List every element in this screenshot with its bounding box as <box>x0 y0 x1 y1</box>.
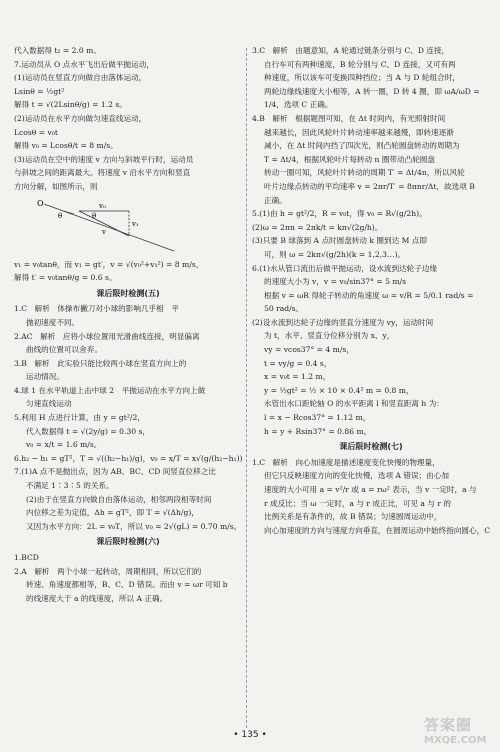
text-line: 不满足 1∶3∶5 的关系。 <box>26 481 114 491</box>
text-line: (3)运动员在空中的速度 v 方向与斜坡平行时，运动员 <box>14 154 194 164</box>
text-line: 6.(1)水从管口流出后做平抛运动，设水流到达轮子边缘 <box>252 263 438 273</box>
text-line: 代入数据得 t = √(2y/g) = 0.30 s， <box>26 426 150 436</box>
section-heading: 课后限时检测(六) <box>96 537 160 547</box>
label-v1: v₁ <box>132 219 139 228</box>
text-line: 3.C 解析 由题意知，A 轮通过链条分别与 C、D 连接， <box>252 46 450 55</box>
text-line: 2.AC 解析 应将小球位置用光滑曲线连接，明显偏离 <box>14 331 200 341</box>
label-v: v <box>102 227 106 236</box>
text-line: v₁ = v₀tanθ，而 v₁ = gt′，v = √(v₀²+v₁²) = 8 m/s， <box>14 259 204 269</box>
text-line: 6.h₂ − h₁ = gT²，T = √((h₂−h₁)/g)，v₀ = x/T = x√(g/(h₂−h₁)) <box>14 453 242 463</box>
text-line: v₀ = x/t = 1.6 m/s。 <box>26 440 102 450</box>
text-line: r 成反比；当 ω 一定时，a 与 r 成正比，可见 a 与 r 的 <box>264 498 451 508</box>
text-line: 比例关系是有条件的，故 B 错误；匀速圆周运动中， <box>264 512 442 522</box>
label-v0: v₀ <box>99 201 106 210</box>
label-O: O <box>37 198 44 208</box>
text-line: 解得 t′ = v₀tanθ/g = 0.6 s。 <box>14 273 117 283</box>
text-line: 7.(1)A 点不是抛出点，因为 AB、BC、CD 间竖直位移之比 <box>14 467 216 477</box>
text-line: 种速度，所以该车可变换四种挡位；当 A 与 D 轮组合时， <box>264 73 460 83</box>
text-line: x = v₀t = 1.2 m， <box>264 372 331 382</box>
label-theta-1: θ <box>58 211 63 220</box>
text-line: 正确。 <box>264 195 287 205</box>
text-line: 为 t，水平、竖直分位移分别为 x、y， <box>264 331 395 341</box>
text-line: 的速度大小为 v，v = v₀/sin37° = 5 m/s <box>264 277 407 287</box>
watermark-text: 答案圈 <box>424 716 473 734</box>
text-line: 又因为水平方向：2L = v₀T，所以 v₀ = 2√(gL) = 0.70 m/s。 <box>26 521 242 531</box>
text-line: Lsinθ = ½gt² <box>14 86 65 96</box>
watermark-logo <box>424 714 494 748</box>
text-line: 5.(1)由 h = gt²/2，R = v₀t，得 v₀ = R√(g/2h)。 <box>252 209 427 219</box>
text-line: vy = vcos37° = 4 m/s， <box>264 345 354 355</box>
text-line: (2)ω = 2πn = 2πk/t = kπ√(2g/h)。 <box>252 222 383 232</box>
text-line: (3)只要 B 球落到 A 点时圆盘转动 k 圈到达 M 点即 <box>252 236 428 246</box>
text-line: 的线速度大于 a 的线速度，所以 A 正确。 <box>26 593 168 603</box>
text-line: (1)运动员在竖直方向做自由落体运动， <box>14 73 147 83</box>
text-line: 5.利用 H 点进行计算，由 y = gt²/2， <box>14 413 145 423</box>
text-line: 3.B 解析 此实验只能比较两小球在竖直方向上的 <box>14 358 187 368</box>
text-line: 匀速直线运动 <box>26 399 72 409</box>
text-line: 自行车可有两种速度，B 轮分别与 C、D 连接，又可有两 <box>264 59 456 69</box>
text-line: 根据 v = ωR 得轮子转动的角速度 ω = v/R = 5/0.1 rad/s = <box>264 290 474 300</box>
column-divider <box>246 48 247 728</box>
text-line: h = y + Rsin37° = 0.86 m。 <box>264 426 372 436</box>
text-line: 50 rad/s。 <box>264 304 304 314</box>
text-line: 两轮边缘线速度大小相等，A 转一圈，D 转 4 圈，即 ωA/ωD = <box>264 86 480 96</box>
text-line: 越来越长，因此风轮叶片转动速率越来越慢，即转速逐渐 <box>264 127 454 137</box>
text-line: 但它只反映速度方向的变化快慢，选项 A 错误；由心加 <box>264 471 449 481</box>
text-line: 1.BCD <box>14 553 39 562</box>
text-line: y = ½gt² = ½ × 10 × 0.4² m = 0.8 m， <box>264 385 414 395</box>
page-number: • 135 • <box>233 730 267 740</box>
text-line: 1.C 解析 向心加速度是描述速度变化快慢的物理量， <box>252 457 440 467</box>
text-line: t = vy/g = 0.4 s， <box>264 358 332 368</box>
left-column <box>14 44 242 605</box>
text-line: 转速、角速度都相等，B、C、D 错误。而由 v = ωr 可知 b <box>26 580 228 590</box>
text-line: (2)设水流到达轮子边缘的竖直分速度为 vy，运动时间 <box>252 317 434 327</box>
text-line: 4.B 解析 根据题图可知，在 Δt 时间内，有光照射时间 <box>252 113 446 123</box>
text-line: 解得 v₀ = Lcosθ/t = 8 m/s。 <box>14 141 118 151</box>
text-line: 解得 t = √(2Lsinθ/g) = 1.2 s。 <box>14 100 127 110</box>
velocity-diagram-svg <box>34 196 184 256</box>
text-line: 7.运动员从 O 点水平飞出后做平抛运动， <box>14 59 154 69</box>
text-line: 与斜坡之间的距离最大。将速度 v 沿水平方向和竖直 <box>14 168 191 178</box>
section-heading: 课后限时检测(七) <box>339 442 403 452</box>
watermark-url: MXQE.COM <box>424 735 487 746</box>
text-line: 向心加速度的方向与速度方向垂直，在圆周运动中始终指向圆心，C <box>264 525 490 535</box>
text-line: 代入数据得 t₂ = 2.0 m。 <box>14 46 101 55</box>
text-line: 运动情况。 <box>26 372 64 382</box>
text-line: 转动一圈可知，风轮叶片转动的周期 T′ = Δt/4n，所以风轮 <box>264 168 465 178</box>
text-line: 1/4，选项 C 正确。 <box>264 100 333 110</box>
text-line: 曲线的位置可以舍弃。 <box>26 345 102 355</box>
section-heading: 课后限时检测(五) <box>96 288 160 298</box>
text-line: 水管出水口距轮轴 O 的水平距离 l 和竖直距离 h 为： <box>264 399 444 409</box>
text-line: 2.A 解析 两个小球一起转动，周期相同，所以它们的 <box>14 566 202 576</box>
text-line: 内位移之差为定值，Δh = gT²，即 T = √(Δh/g)， <box>26 508 199 518</box>
text-line: (2)由于在竖直方向做自由落体运动，相邻两段相等时间 <box>26 494 212 504</box>
right-column <box>252 44 490 537</box>
text-line: l = x − Rcos37° = 1.12 m， <box>264 413 371 423</box>
text-line: 速度的大小可用 a = v²/r 或 a = rω² 表示，当 v 一定时，a 与 <box>264 485 477 494</box>
text-line: (2)运动员在水平方向做匀速直线运动， <box>14 113 147 123</box>
text-line: T = Δt/4，根据风轮叶片每转动 n 圈带动凸轮圆盘 <box>264 154 435 164</box>
text-line: 叶片边缘点转动的平均速率 v = 2πr/T′ = 8πnr/Δt，故选项 B <box>264 181 475 191</box>
label-theta-2: θ <box>92 211 97 220</box>
velocity-diagram <box>34 196 242 256</box>
text-line: 方向分解，如图所示，则 <box>14 181 98 191</box>
text-line: Lcosθ = v₀t <box>14 127 58 137</box>
text-line: 1.C 解析 体操布撇刀对小球的影响几乎相 平 <box>14 304 179 314</box>
text-line: 4.球 1 在水平轨道上击中球 2 平抛运动在水平方向上做 <box>14 385 206 395</box>
text-line: 抛初速度不同。 <box>26 317 80 327</box>
text-line: 可，则 ω = 2kπ√(g/2h)(k = 1,2,3…)。 <box>264 249 406 259</box>
text-line: 减小，在 Δt 时间内挡了四次光，则凸轮圆盘转动的周期为 <box>264 141 460 151</box>
